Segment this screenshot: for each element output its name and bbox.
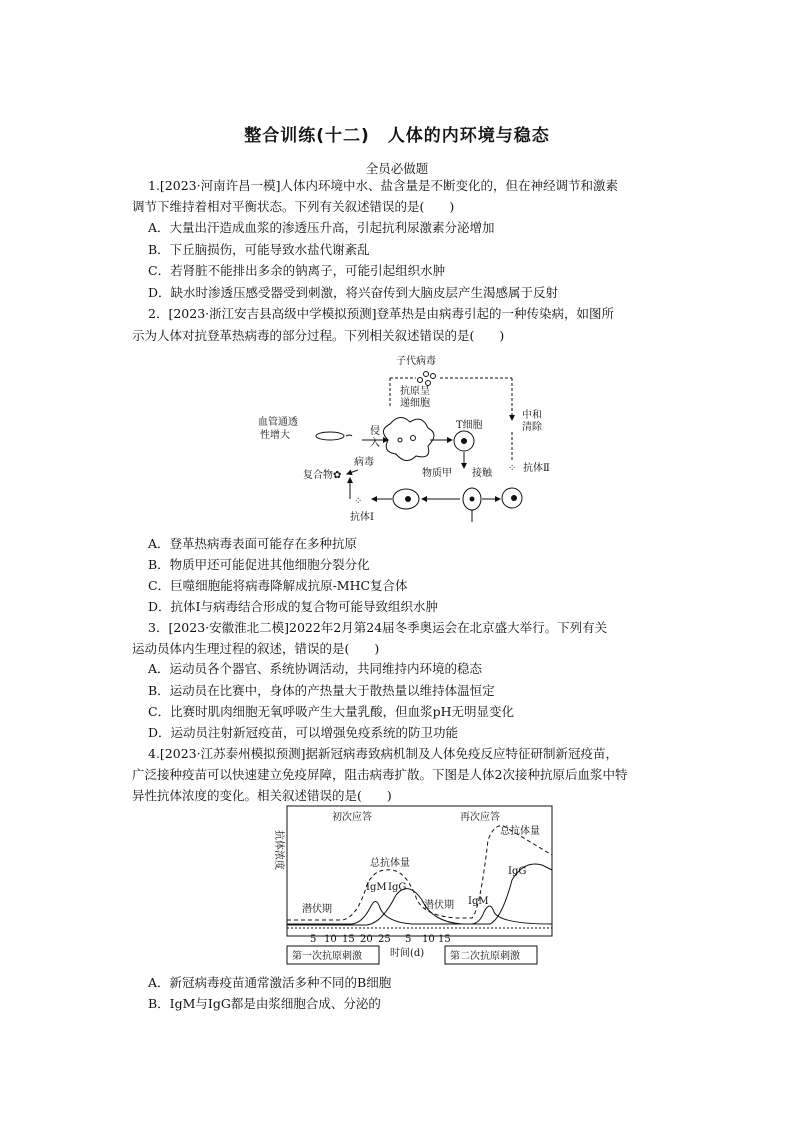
- q4-stem-line3: 异性抗体浓度的变化。相关叙述错误的是( ): [132, 788, 392, 803]
- q2-stem-line2: 示为人体对抗登革热病毒的部分过程。下列相关叙述错误的是( ): [132, 328, 505, 343]
- q3-option-d: D．运动员注射新冠疫苗，可以增强免疫系统的防卫功能: [148, 725, 459, 740]
- label-vessel-line2: 性增大: [260, 430, 290, 441]
- chart-annot-igm-2: IgM: [468, 896, 489, 907]
- q3-option-b: B．运动员在比赛中，身体的产热量大于散热量以维持体温恒定: [148, 683, 495, 698]
- chart-ylabel: 抗体浓度: [273, 830, 284, 870]
- label-complex: 复合物: [303, 470, 333, 481]
- x-tick-25: 25: [378, 934, 391, 945]
- chart-annot-igm-1: IgM: [366, 882, 387, 893]
- chart-annot-latent-1: 潜伏期: [302, 904, 332, 915]
- immune-process-diagram: [250, 350, 570, 525]
- q2-stem-line1: 2．[2023·浙江安吉县高级中学模拟预测]登革热是由病毒引起的一种传染病，如图所: [148, 306, 614, 321]
- chart-stimulus-1: 第一次抗原刺激: [292, 951, 362, 962]
- label-apc-line2: 递细胞: [400, 398, 430, 409]
- chart-annot-total-2: 总抗体量: [500, 826, 540, 837]
- q4-option-a: A．新冠病毒疫苗通常激活多种不同的B细胞: [148, 975, 392, 990]
- svg-text:⁘: ⁘: [354, 496, 363, 507]
- x-tick-10: 10: [324, 934, 337, 945]
- section-heading: 全员必做题: [365, 161, 429, 176]
- page-title: 整合训练(十二) 人体的内环境与稳态: [244, 126, 550, 146]
- label-antibody-2: 抗体Ⅱ: [523, 463, 550, 474]
- chart-annot-total-1: 总抗体量: [370, 858, 410, 869]
- svg-text:⁘: ⁘: [508, 463, 517, 474]
- label-contact: 接触: [472, 468, 492, 479]
- apc-cell-shape: [383, 417, 434, 460]
- q2-option-c: C．巨噬细胞能将病毒降解成抗原-MHC复合体: [148, 578, 408, 593]
- x-tick-5: 5: [310, 934, 317, 945]
- x-tick-2-5: 5: [405, 934, 412, 945]
- q1-option-b: B．下丘脑损伤，可能导致水盐代谢紊乱: [148, 242, 370, 257]
- label-substance-a: 物质甲: [422, 468, 452, 479]
- label-invade-2: 入: [370, 438, 380, 449]
- q2-option-d: D．抗体Ⅰ与病毒结合形成的复合物可能导致组织水肿: [148, 599, 438, 614]
- label-antibody-1: 抗体Ⅰ: [350, 512, 374, 523]
- q2-option-b: B．物质甲还可能促进其他细胞分裂分化: [148, 557, 370, 572]
- x-tick-20: 20: [360, 934, 373, 945]
- label-virus: 病毒: [354, 457, 374, 468]
- antibody-chart: [262, 800, 562, 970]
- q3-option-a: A．运动员各个器官、系统协调活动，共同维持内环境的稳态: [148, 661, 483, 676]
- q3-option-c: C．比赛时肌肉细胞无氧呼吸产生大量乳酸，但血浆pH无明显变化: [148, 704, 514, 719]
- label-t-cell: T细胞: [456, 420, 483, 431]
- x-tick-2-10: 10: [422, 934, 435, 945]
- q1-option-d: D．缺水时渗透压感受器受到刺激，将兴奋传到大脑皮层产生渴感属于反射: [148, 285, 559, 300]
- q3-stem-line1: 3．[2023·安徽淮北二模]2022年2月第24届冬季奥运会在北京盛大举行。下列有关: [148, 620, 608, 635]
- q1-stem-line2: 调节下维持着相对平衡状态。下列有关叙述错误的是( ): [132, 199, 455, 214]
- q2-option-a: A．登革热病毒表面可能存在多种抗原: [148, 536, 358, 551]
- chart-annot-primary: 初次应答: [332, 812, 372, 823]
- label-progeny-virus: 子代病毒: [396, 356, 436, 367]
- chart-annot-igg-2: IgG: [508, 866, 527, 877]
- x-tick-15: 15: [342, 934, 355, 945]
- q1-option-a: A．大量出汗造成血浆的渗透压升高，引起抗利尿激素分泌增加: [148, 220, 495, 235]
- label-neutralize-line1: 中和: [522, 410, 542, 421]
- svg-text:✿: ✿: [333, 470, 342, 481]
- q4-stem-line2: 广泛接种疫苗可以快速建立免疫屏障，阻击病毒扩散。下图是人体2次接种抗原后血浆中特: [132, 767, 628, 782]
- x-tick-2-15: 15: [438, 934, 451, 945]
- label-vessel-line1: 血管通透: [258, 417, 298, 428]
- blood-vessel-shape: [316, 432, 344, 440]
- chart-xlabel: 时间(d): [390, 948, 425, 959]
- label-apc-line1: 抗原呈: [400, 386, 430, 397]
- q1-option-c: C．若肾脏不能排出多余的钠离子，可能引起组织水肿: [148, 263, 446, 278]
- chart-annot-secondary: 再次应答: [460, 812, 500, 823]
- label-neutralize-line2: 清除: [522, 422, 542, 433]
- q4-stem-line1: 4.[2023·江苏泰州模拟预测]据新冠病毒致病机制及人体免疫反应特征研制新冠疫苗，: [148, 746, 618, 761]
- q3-stem-line2: 运动员体内生理过程的叙述，错误的是( ): [132, 641, 380, 656]
- chart-annot-igg-1: IgG: [388, 882, 407, 893]
- q4-option-b: B．IgM与IgG都是由浆细胞合成、分泌的: [148, 996, 381, 1011]
- chart-stimulus-2: 第二次抗原刺激: [450, 951, 520, 962]
- label-invade-1: 侵: [370, 426, 380, 437]
- chart-annot-latent-2: 潜伏期: [424, 900, 454, 911]
- q1-stem-line1: 1.[2023·河南许昌一模]人体内环境中水、盐含量是不断变化的，但在神经调节和激素: [148, 178, 618, 193]
